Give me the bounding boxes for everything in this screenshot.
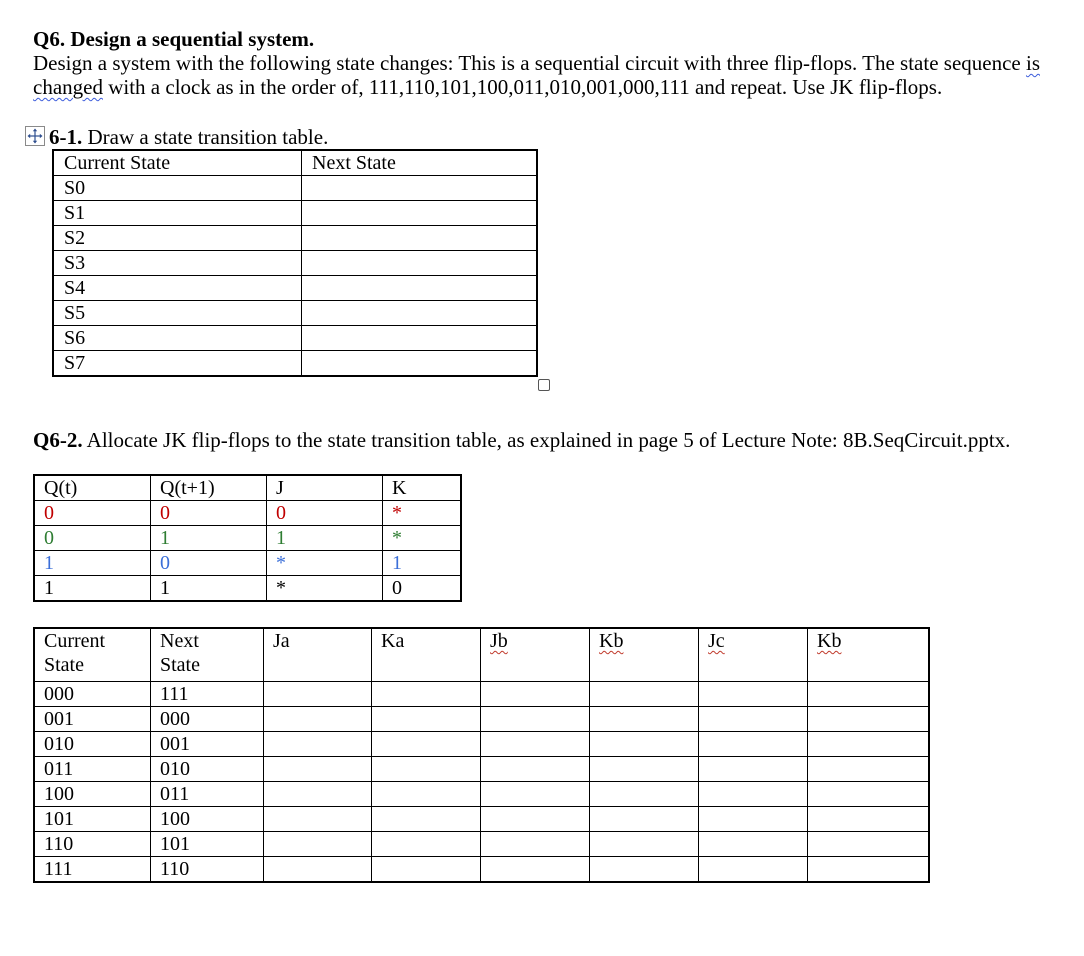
cell: * [267,551,383,576]
state-cell: S6 [53,326,302,351]
header-next-state: Next State [302,150,538,176]
cell[interactable] [264,707,372,732]
cell[interactable] [808,807,930,832]
cell[interactable] [481,707,590,732]
next-state-cell[interactable] [302,301,538,326]
table-row [53,201,537,226]
cell: 1 [34,551,151,576]
cell: 010 [34,732,151,757]
cell[interactable] [372,682,481,707]
cell: 1 [383,551,462,576]
cell: 101 [151,832,264,857]
cell[interactable] [264,682,372,707]
cell: 110 [151,857,264,883]
table-row [34,526,461,551]
description-part-a: Design a system with the following state changes: This is a sequential circuit with three flip-flops. The state sequence [33,51,1026,75]
cell[interactable] [699,757,808,782]
cell[interactable] [699,832,808,857]
state-cell: S1 [53,201,302,226]
table-move-handle[interactable] [25,126,45,146]
table-row [53,326,537,351]
cell: 011 [151,782,264,807]
cell: 1 [267,526,383,551]
header-ka: Ka [372,628,481,682]
cell[interactable] [808,832,930,857]
cell: 001 [151,732,264,757]
description-underlined: is changed [33,51,1040,99]
cell[interactable] [264,857,372,883]
part2-number: Q6-2. [33,428,83,452]
header-qt1: Q(t+1) [151,475,267,501]
question-title: Q6. Design a sequential system. [33,27,315,51]
cell[interactable] [699,707,808,732]
part1-heading [49,125,328,149]
cell[interactable] [699,782,808,807]
cell[interactable] [264,732,372,757]
cell[interactable] [590,782,699,807]
move-arrows-icon [27,128,43,144]
cell: 110 [34,832,151,857]
jk-allocation-table [33,627,930,883]
question-description [33,51,1043,99]
cell[interactable] [590,832,699,857]
cell: 000 [151,707,264,732]
cell: 111 [34,857,151,883]
part2-label: Allocate JK flip-flops to the state transition table, as explained in page 5 of Lecture Note: 8B.SeqCircuit.pptx. [82,428,1011,452]
next-state-cell[interactable] [302,226,538,251]
table-row [53,351,537,377]
table-row [34,807,929,832]
cell[interactable] [699,682,808,707]
header-line: Current [44,630,106,652]
cell: * [267,576,383,602]
cell: 0 [383,576,462,602]
description-part-b: with a clock as in the order of, 111,110,101,100,011,010,001,000,111 and repeat. Use JK flip-flops. [102,75,943,99]
header-qt: Q(t) [34,475,151,501]
header-j: J [267,475,383,501]
header-line: Kb [817,630,842,652]
header-k: K [383,475,462,501]
cell[interactable] [481,832,590,857]
part1-label: Draw a state transition table. [82,125,329,149]
table-row [34,732,929,757]
header-kb [590,628,699,682]
header-current-state [34,628,151,682]
cell: 010 [151,757,264,782]
cell[interactable] [481,782,590,807]
header-line: Next [160,630,199,652]
table-row [34,832,929,857]
state-cell: S2 [53,226,302,251]
header-jb [481,628,590,682]
cell: 101 [34,807,151,832]
header-kc [808,628,930,682]
table-row [53,251,537,276]
cell[interactable] [372,782,481,807]
cell[interactable] [808,732,930,757]
cell[interactable] [264,782,372,807]
cell[interactable] [372,832,481,857]
table-row [34,501,461,526]
cell[interactable] [808,857,930,883]
cell[interactable] [808,682,930,707]
state-cell: S0 [53,176,302,201]
cell: 0 [151,551,267,576]
state-cell: S4 [53,276,302,301]
table-row [34,757,929,782]
cell[interactable] [590,757,699,782]
jk-excitation-table [33,474,462,602]
cell: 011 [34,757,151,782]
cell: * [383,501,462,526]
state-cell: S3 [53,251,302,276]
cell[interactable] [699,807,808,832]
cell[interactable] [590,732,699,757]
cell[interactable] [264,757,372,782]
header-current-state: Current State [53,150,302,176]
next-state-cell[interactable] [302,251,538,276]
table-row [34,857,929,883]
next-state-cell[interactable] [302,351,538,377]
cell[interactable] [699,857,808,883]
cell[interactable] [481,857,590,883]
cell[interactable] [808,707,930,732]
cell: 0 [267,501,383,526]
cell: 1 [151,576,267,602]
cell: 001 [34,707,151,732]
header-next-state [151,628,264,682]
header-line: Jb [490,630,508,652]
cell[interactable] [372,732,481,757]
table-row [34,782,929,807]
cell[interactable] [481,807,590,832]
table-row [53,226,537,251]
cell: 0 [151,501,267,526]
cell[interactable] [481,682,590,707]
header-line: State [44,654,84,676]
next-state-cell[interactable] [302,201,538,226]
cell[interactable] [481,757,590,782]
part1-number: 6-1. [49,125,83,149]
table-row [53,276,537,301]
cell[interactable] [808,782,930,807]
cell[interactable] [590,857,699,883]
cell[interactable] [590,807,699,832]
cell[interactable] [372,857,481,883]
cell: 111 [151,682,264,707]
cell[interactable] [372,807,481,832]
cell[interactable] [699,732,808,757]
header-line: Jc [708,630,725,652]
table-row [34,576,461,602]
cell: 100 [34,782,151,807]
table-row [34,551,461,576]
next-state-cell[interactable] [302,176,538,201]
header-jc [699,628,808,682]
cell[interactable] [590,682,699,707]
cell[interactable] [264,832,372,857]
table-row [34,682,929,707]
cell: 1 [34,576,151,602]
cell: 1 [151,526,267,551]
state-transition-table [52,149,538,377]
next-state-cell[interactable] [302,276,538,301]
table-row [53,176,537,201]
header-line: State [160,654,200,676]
table-row [34,707,929,732]
table-row [53,301,537,326]
cell: 0 [34,501,151,526]
part2-heading [33,428,1010,452]
cell[interactable] [590,707,699,732]
cell[interactable] [372,707,481,732]
cell[interactable] [372,757,481,782]
cell[interactable] [481,732,590,757]
cell[interactable] [808,757,930,782]
cell: 000 [34,682,151,707]
header-line: Kb [599,630,624,652]
resize-square-icon[interactable] [538,379,550,391]
header-ja: Ja [264,628,372,682]
next-state-cell[interactable] [302,326,538,351]
cell[interactable] [264,807,372,832]
cell: * [383,526,462,551]
cell: 100 [151,807,264,832]
cell: 0 [34,526,151,551]
state-cell: S5 [53,301,302,326]
state-cell: S7 [53,351,302,377]
